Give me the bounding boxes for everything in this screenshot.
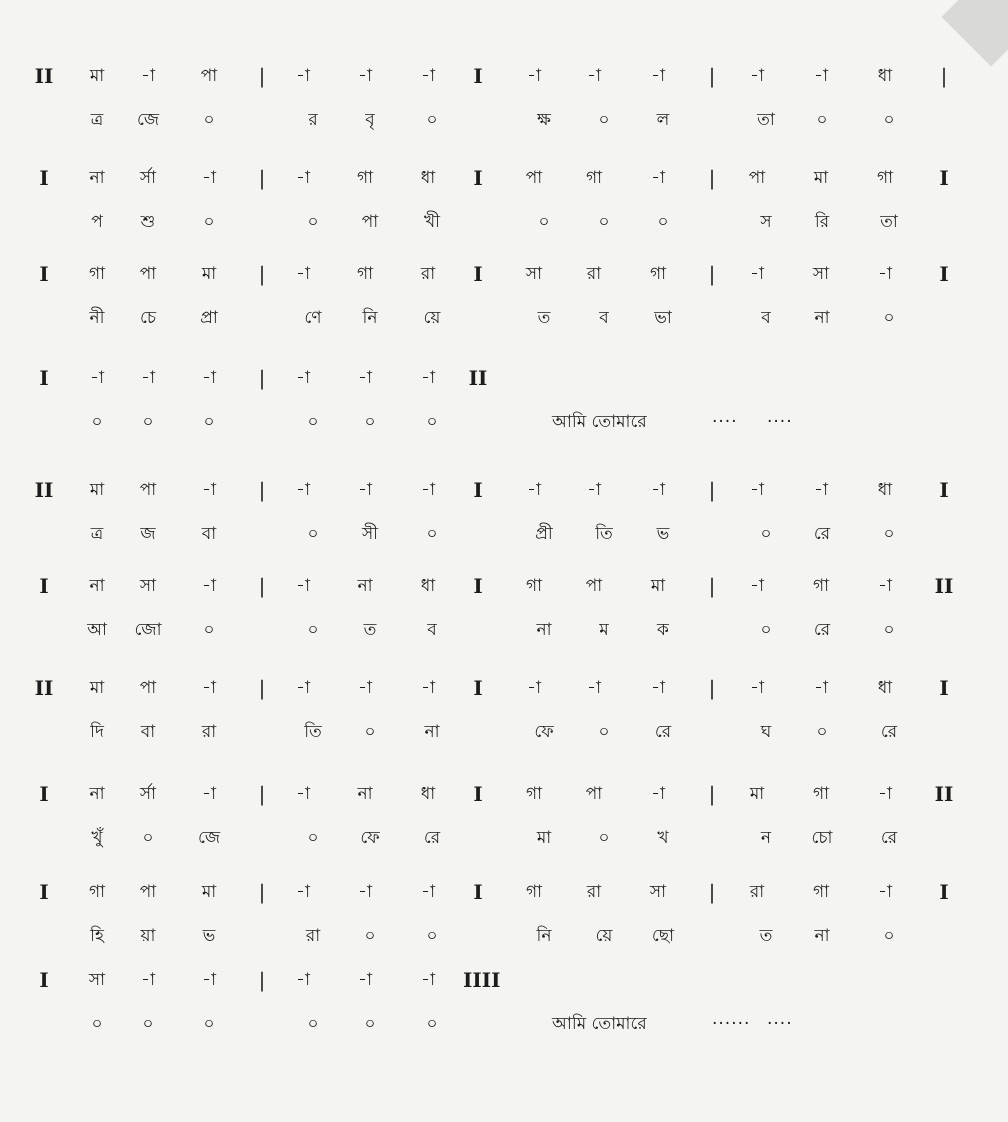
bar-line: | — [258, 64, 266, 88]
swara-note: রা — [586, 882, 602, 902]
swara-row — [0, 260, 1008, 288]
lyric-syllable: খুঁ — [91, 828, 103, 848]
lyric-syllable: ০ — [142, 828, 154, 848]
lyric-syllable: ছো — [651, 926, 675, 946]
swara-note: ধা — [877, 480, 893, 500]
lyric-syllable: ০ — [91, 412, 103, 432]
lyric-syllable: খ — [657, 828, 669, 848]
lyric-syllable: প — [91, 212, 103, 232]
lyric-syllable: ০ — [598, 828, 610, 848]
swara-note: ধা — [420, 168, 436, 188]
lyric-syllable: ভা — [654, 308, 672, 328]
bar-line: I — [473, 478, 483, 502]
swara-row — [0, 878, 1008, 906]
lyric-syllable: বা — [140, 722, 156, 742]
swara-note: ধা — [420, 576, 436, 596]
lyric-syllable: ০ — [307, 212, 319, 232]
start-bar-line: I — [39, 166, 49, 190]
lyric-syllable: ভ — [656, 524, 670, 544]
lyric-syllable: ০ — [426, 412, 438, 432]
swara-note: গা — [812, 576, 830, 596]
lyric-syllable: ম — [599, 620, 609, 640]
swara-note: -া — [358, 480, 372, 500]
swara-note: -া — [358, 678, 372, 698]
swara-note: -া — [202, 168, 216, 188]
lyric-syllable: ন — [760, 828, 772, 848]
bar-line: I — [939, 880, 949, 904]
swara-note: মা — [89, 678, 105, 698]
refrain-text: আমি তোমারে — [552, 1014, 647, 1034]
swara-note: -া — [296, 678, 310, 698]
lyric-syllable: য়ে — [595, 926, 613, 946]
lyric-syllable: চো — [811, 828, 833, 848]
lyric-syllable: ০ — [203, 212, 215, 232]
swara-note: পা — [585, 784, 603, 804]
swara-note: সা — [88, 970, 106, 990]
swara-note: না — [89, 168, 105, 188]
swara-note: সা — [139, 576, 157, 596]
bar-line: | — [258, 166, 266, 190]
swara-note: গা — [812, 882, 830, 902]
lyric-syllable: ত — [759, 926, 773, 946]
lyric-syllable: দি — [90, 722, 104, 742]
lyric-syllable: জে — [197, 828, 221, 848]
lyric-syllable: প্রা — [200, 308, 218, 328]
swara-note: পা — [585, 576, 603, 596]
lyric-syllable: ঘ — [760, 722, 772, 742]
swara-note: -া — [296, 970, 310, 990]
swara-note: -া — [141, 368, 155, 388]
lyric-syllable: ০ — [760, 620, 772, 640]
lyric-syllable: ০ — [364, 1014, 376, 1034]
page-corner-fold — [942, 0, 1008, 66]
swara-note: -া — [202, 576, 216, 596]
lyric-syllable: তি — [304, 722, 322, 742]
swara-note: গা — [585, 168, 603, 188]
lyric-syllable: ত — [537, 308, 551, 328]
swara-note: সা — [649, 882, 667, 902]
lyric-syllable: ০ — [598, 722, 610, 742]
bar-line: | — [258, 880, 266, 904]
swara-note: রা — [420, 264, 436, 284]
start-bar-line: I — [39, 880, 49, 904]
swara-note: -া — [202, 784, 216, 804]
swara-note: পা — [748, 168, 766, 188]
bar-line: | — [258, 262, 266, 286]
lyric-syllable: রে — [423, 828, 441, 848]
swara-note: -া — [651, 168, 665, 188]
lyric-syllable: চে — [139, 308, 157, 328]
lyric-syllable: হি — [90, 926, 104, 946]
lyric-row — [0, 616, 1008, 644]
lyric-syllable: য়া — [140, 926, 156, 946]
lyric-syllable: বা — [201, 524, 217, 544]
bar-line: I — [473, 676, 483, 700]
lyric-syllable: জো — [134, 620, 162, 640]
lyric-syllable: ০ — [91, 1014, 103, 1034]
lyric-syllable: রা — [305, 926, 321, 946]
swara-note: -া — [421, 480, 435, 500]
bar-line: | — [708, 782, 716, 806]
lyric-syllable: সী — [361, 524, 379, 544]
lyric-syllable: ০ — [426, 524, 438, 544]
lyric-syllable: নি — [536, 926, 552, 946]
swara-note: -া — [141, 970, 155, 990]
lyric-syllable: ব — [427, 620, 437, 640]
swara-note: -া — [651, 480, 665, 500]
swara-note: মা — [89, 66, 105, 86]
swara-note: -া — [750, 576, 764, 596]
bar-line: | — [708, 262, 716, 286]
bar-line: | — [708, 676, 716, 700]
lyric-row — [0, 520, 1008, 548]
bar-line: I — [473, 262, 483, 286]
swara-note: -া — [878, 264, 892, 284]
refrain-text: আমি তোমারে — [552, 412, 647, 432]
swara-note: না — [89, 784, 105, 804]
swara-row — [0, 572, 1008, 600]
swara-note: গা — [356, 168, 374, 188]
lyric-syllable: ০ — [203, 1014, 215, 1034]
swara-note: গা — [525, 576, 543, 596]
swara-note: গা — [525, 784, 543, 804]
swara-note: -া — [750, 264, 764, 284]
lyric-row — [0, 824, 1008, 852]
lyric-row — [0, 304, 1008, 332]
swara-note: পা — [200, 66, 218, 86]
lyric-syllable: নী — [89, 308, 105, 328]
lyric-syllable: রে — [654, 722, 672, 742]
swara-note: গা — [649, 264, 667, 284]
swara-note: -া — [878, 882, 892, 902]
bar-line: I — [473, 574, 483, 598]
bar-line: I — [473, 782, 483, 806]
lyric-syllable: খী — [423, 212, 441, 232]
lyric-syllable: ব — [599, 308, 609, 328]
lyric-syllable: ০ — [307, 1014, 319, 1034]
bar-line: IIII — [463, 968, 501, 992]
swara-note: -া — [421, 970, 435, 990]
swara-note: র্সা — [139, 784, 157, 804]
lyric-syllable: পা — [361, 212, 379, 232]
swara-note: -া — [296, 784, 310, 804]
swara-note: গা — [356, 264, 374, 284]
swara-note: -া — [296, 368, 310, 388]
swara-row — [0, 966, 1008, 994]
lyric-row — [0, 208, 1008, 236]
lyric-syllable: ০ — [426, 110, 438, 130]
lyric-syllable: জে — [136, 110, 160, 130]
swara-note: গা — [812, 784, 830, 804]
lyric-syllable: আ — [87, 620, 107, 640]
swara-note: পা — [139, 678, 157, 698]
swara-note: রা — [586, 264, 602, 284]
swara-row — [0, 674, 1008, 702]
swara-note: গা — [876, 168, 894, 188]
lyric-syllable: ০ — [883, 926, 895, 946]
swara-note: ধা — [877, 678, 893, 698]
lyric-syllable: রে — [880, 722, 898, 742]
bar-line: | — [708, 166, 716, 190]
lyric-syllable: ০ — [364, 926, 376, 946]
bar-line: | — [708, 880, 716, 904]
lyric-syllable: ০ — [142, 1014, 154, 1034]
lyric-syllable: ০ — [883, 308, 895, 328]
swara-note: ধা — [420, 784, 436, 804]
lyric-row — [0, 106, 1008, 134]
lyric-syllable: ০ — [883, 524, 895, 544]
swara-note: মা — [813, 168, 829, 188]
lyric-syllable: ০ — [760, 524, 772, 544]
lyric-syllable: ০ — [203, 620, 215, 640]
lyric-syllable: ত — [363, 620, 377, 640]
lyric-syllable: য়ে — [423, 308, 441, 328]
swara-note: -া — [358, 970, 372, 990]
lyric-syllable: রে — [813, 524, 831, 544]
lyric-syllable: তা — [880, 212, 898, 232]
swara-note: -া — [296, 882, 310, 902]
lyric-syllable: ০ — [816, 110, 828, 130]
swara-note: -া — [421, 678, 435, 698]
lyric-syllable: ০ — [142, 412, 154, 432]
swara-note: -া — [527, 66, 541, 86]
swara-note: না — [89, 576, 105, 596]
bar-line: | — [258, 782, 266, 806]
bar-line: I — [473, 166, 483, 190]
swara-note: গা — [88, 264, 106, 284]
swara-row — [0, 780, 1008, 808]
swara-note: -া — [202, 480, 216, 500]
lyric-row — [0, 408, 1008, 436]
lyric-syllable: রে — [880, 828, 898, 848]
start-bar-line: I — [39, 366, 49, 390]
start-bar-line: II — [34, 478, 54, 502]
lyric-syllable: ০ — [816, 722, 828, 742]
lyric-syllable: ০ — [307, 828, 319, 848]
continuation-dots: .... — [767, 407, 793, 427]
bar-line: | — [258, 366, 266, 390]
bar-line: | — [258, 676, 266, 700]
swara-note: মা — [201, 882, 217, 902]
bar-line: I — [939, 166, 949, 190]
lyric-syllable: রে — [813, 620, 831, 640]
lyric-syllable: নি — [362, 308, 378, 328]
lyric-syllable: স — [760, 212, 772, 232]
bar-line: | — [258, 968, 266, 992]
lyric-syllable: ০ — [883, 110, 895, 130]
lyric-syllable: ০ — [364, 722, 376, 742]
swara-note: সা — [812, 264, 830, 284]
swara-note: -া — [527, 480, 541, 500]
lyric-syllable: ০ — [598, 212, 610, 232]
lyric-syllable: ০ — [364, 412, 376, 432]
start-bar-line: II — [34, 676, 54, 700]
swara-note: -া — [651, 66, 665, 86]
swara-note: -া — [421, 368, 435, 388]
continuation-dots: .... — [712, 407, 738, 427]
swara-note: -া — [296, 576, 310, 596]
bar-line: | — [940, 64, 948, 88]
swara-note: র্সা — [139, 168, 157, 188]
swara-note: -া — [814, 678, 828, 698]
swara-note: -া — [296, 66, 310, 86]
swara-note: -া — [878, 784, 892, 804]
swara-note: -া — [878, 576, 892, 596]
lyric-syllable: র — [308, 110, 318, 130]
swara-note: -া — [141, 66, 155, 86]
swara-note: -া — [651, 678, 665, 698]
bar-line: I — [939, 676, 949, 700]
lyric-syllable: ত্র — [90, 110, 104, 130]
continuation-dots: .... — [767, 1009, 793, 1029]
swara-note: পা — [139, 264, 157, 284]
swara-note: -া — [814, 480, 828, 500]
bar-line: | — [708, 574, 716, 598]
bar-line: | — [708, 478, 716, 502]
swara-note: -া — [421, 66, 435, 86]
lyric-syllable: ফে — [360, 828, 380, 848]
start-bar-line: I — [39, 574, 49, 598]
lyric-syllable: ০ — [538, 212, 550, 232]
swara-note: -া — [296, 480, 310, 500]
swara-note: গা — [525, 882, 543, 902]
lyric-syllable: ০ — [657, 212, 669, 232]
swara-note: -া — [750, 678, 764, 698]
swara-row — [0, 164, 1008, 192]
lyric-syllable: রি — [814, 212, 830, 232]
bar-line: I — [473, 880, 483, 904]
swara-note: -া — [527, 678, 541, 698]
bar-line: | — [708, 64, 716, 88]
lyric-syllable: ০ — [307, 620, 319, 640]
lyric-row — [0, 718, 1008, 746]
start-bar-line: I — [39, 782, 49, 806]
swara-row — [0, 364, 1008, 392]
swara-note: পা — [139, 480, 157, 500]
lyric-syllable: না — [424, 722, 440, 742]
lyric-syllable: ০ — [426, 1014, 438, 1034]
bar-line: I — [939, 262, 949, 286]
swara-note: গা — [88, 882, 106, 902]
swara-note: -া — [587, 480, 601, 500]
swara-note: -া — [587, 678, 601, 698]
lyric-syllable: না — [814, 308, 830, 328]
start-bar-line: II — [34, 64, 54, 88]
lyric-syllable: তি — [595, 524, 613, 544]
swara-note: মা — [89, 480, 105, 500]
swara-note: না — [357, 576, 373, 596]
lyric-syllable: ভ — [202, 926, 216, 946]
swara-note: -া — [296, 264, 310, 284]
swara-note: -া — [358, 66, 372, 86]
swara-note: -া — [90, 368, 104, 388]
lyric-syllable: প্রী — [535, 524, 553, 544]
swara-note: ধা — [877, 66, 893, 86]
lyric-syllable: ০ — [598, 110, 610, 130]
lyric-syllable: না — [536, 620, 552, 640]
swara-note: -া — [750, 66, 764, 86]
lyric-syllable: ল — [656, 110, 670, 130]
swara-note: মা — [650, 576, 666, 596]
swara-note: সা — [525, 264, 543, 284]
swara-note: -া — [202, 970, 216, 990]
swara-note: -া — [814, 66, 828, 86]
lyric-syllable: রা — [201, 722, 217, 742]
swara-note: -া — [358, 368, 372, 388]
lyric-syllable: বৃ — [365, 110, 375, 130]
lyric-syllable: ০ — [203, 110, 215, 130]
swara-note: -া — [202, 678, 216, 698]
swara-note: রা — [749, 882, 765, 902]
lyric-syllable: ক — [657, 620, 669, 640]
bar-line: | — [258, 478, 266, 502]
lyric-syllable: ব — [761, 308, 771, 328]
swara-note: না — [357, 784, 373, 804]
swara-note: পা — [139, 882, 157, 902]
lyric-syllable: না — [814, 926, 830, 946]
lyric-syllable: জ — [140, 524, 156, 544]
bar-line: II — [468, 366, 488, 390]
bar-line: II — [934, 574, 954, 598]
swara-note: -া — [651, 784, 665, 804]
lyric-syllable: ফে — [534, 722, 554, 742]
start-bar-line: I — [39, 262, 49, 286]
lyric-syllable: ০ — [307, 524, 319, 544]
lyric-syllable: ০ — [203, 412, 215, 432]
swara-note: -া — [750, 480, 764, 500]
swara-note: -া — [202, 368, 216, 388]
swara-note: -া — [358, 882, 372, 902]
lyric-row — [0, 1010, 1008, 1038]
start-bar-line: I — [39, 968, 49, 992]
lyric-syllable: ক্ষ — [537, 110, 551, 130]
swara-row — [0, 62, 1008, 90]
lyric-syllable: ০ — [426, 926, 438, 946]
swara-note: -া — [587, 66, 601, 86]
lyric-syllable: ণে — [304, 308, 322, 328]
lyric-syllable: ত্র — [90, 524, 104, 544]
lyric-syllable: ০ — [307, 412, 319, 432]
bar-line: I — [939, 478, 949, 502]
lyric-row — [0, 922, 1008, 950]
bar-line: I — [473, 64, 483, 88]
swara-note: -া — [421, 882, 435, 902]
lyric-syllable: মা — [536, 828, 552, 848]
lyric-syllable: ০ — [883, 620, 895, 640]
bar-line: | — [258, 574, 266, 598]
swara-note: পা — [525, 168, 543, 188]
lyric-syllable: তা — [757, 110, 775, 130]
continuation-dots: ...... — [712, 1009, 751, 1029]
lyric-syllable: শু — [140, 212, 156, 232]
swara-note: মা — [201, 264, 217, 284]
swara-row — [0, 476, 1008, 504]
bar-line: II — [934, 782, 954, 806]
swara-note: -া — [296, 168, 310, 188]
swara-note: মা — [749, 784, 765, 804]
